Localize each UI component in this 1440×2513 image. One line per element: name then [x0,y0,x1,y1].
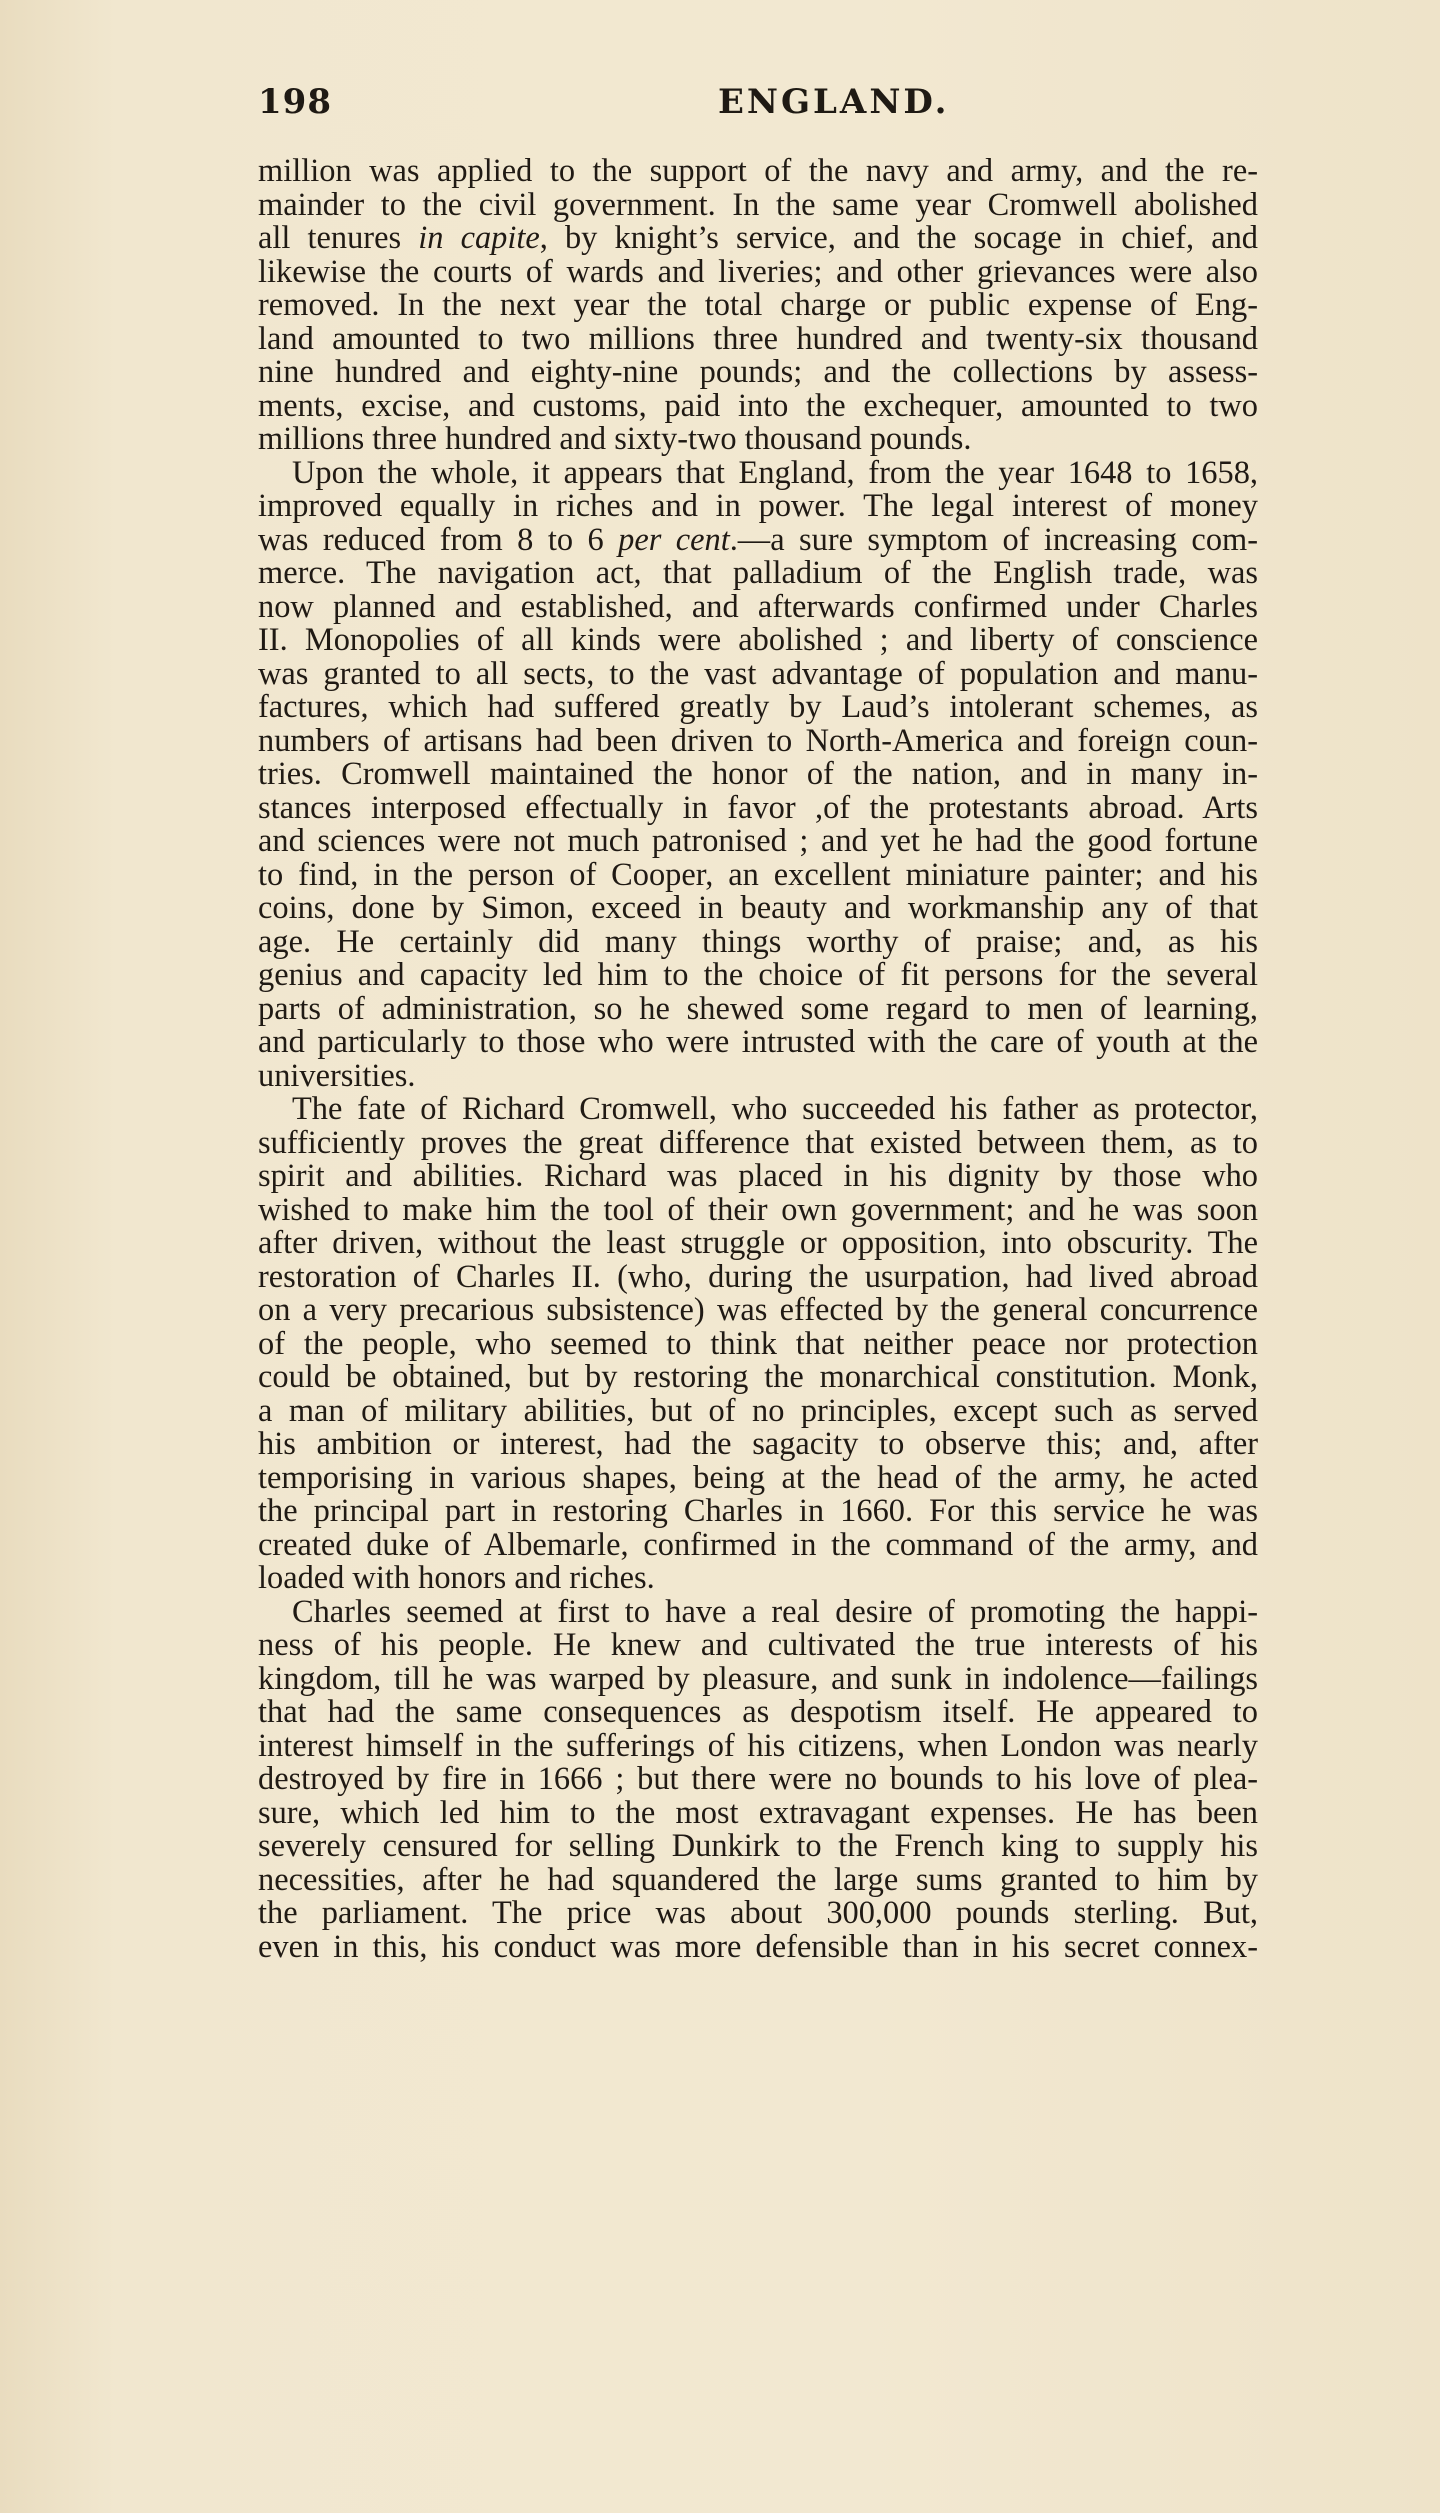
text-line: was granted to all sects, to the vast advantage of population and manu- [258,655,1258,692]
text-line: to find, in the person of Cooper, an excellent miniature painter; and his [258,856,1258,893]
text-line: nine hundred and eighty-nine pounds; and the collections by assess- [258,354,1258,390]
running-head: ENGLAND. [718,82,950,122]
text-line: destroyed by fire in 1666 ; but there were no bounds to his love of plea- [258,1761,1258,1797]
text-line: the principal part in restoring Charles in 1660. For this service he was [258,1493,1258,1529]
text-line: now planned and established, and afterwards confirmed under Charles [258,588,1258,625]
text-line: II. Monopolies of all kinds were abolished ; and liberty of conscience [258,622,1258,658]
text-line: genius and capacity led him to the choice of fit persons for the several [258,957,1258,993]
text-line: ments, excise, and customs, paid into the exchequer, amounted to two [258,387,1258,424]
text-line: Upon the whole, it appears that England, from the year 1648 to 1658, [292,454,1258,491]
text-line: kingdom, till he was warped by pleasure, and sunk in indolence—failings [258,1660,1258,1697]
text-line: of the people, who seemed to think that neither peace nor protection [258,1325,1258,1362]
text-line: tries. Cromwell maintained the honor of the nation, and in many in- [258,756,1258,792]
text-line: interest himself in the sufferings of his citizens, when London was nearly [258,1727,1258,1764]
text-line: could be obtained, but by restoring the monarchical constitution. Monk, [258,1359,1258,1395]
text-line: coins, done by Simon, exceed in beauty and workmanship any of that [258,890,1258,926]
text-line: all tenures in capite, by knight’s service, and the socage in chief, and [258,220,1259,256]
text-line: millions three hundred and sixty-two thousand pounds. [258,421,972,457]
text-line: numbers of artisans had been driven to North-America and foreign coun- [258,722,1258,759]
text-line: created duke of Albemarle, confirmed in the command of the army, and [258,1526,1258,1563]
text-line: parts of administration, so he shewed some regard to men of learning, [258,990,1258,1027]
text-line: stances interposed effectually in favor ,of the protestants abroad. Arts [258,789,1258,826]
text-line: merce. The navigation act, that palladium of the English trade, was [258,555,1258,591]
text-line: his ambition or interest, had the sagacity to observe this; and, after [258,1426,1258,1462]
text-line: loaded with honors and riches. [258,1560,655,1596]
text-line: the parliament. The price was about 300,000 pounds sterling. But, [258,1895,1258,1931]
text-line: million was applied to the support of the navy and army, and the re- [258,153,1258,189]
text-line: wished to make him the tool of their own government; and he was soon [258,1191,1258,1228]
text-line: factures, which had suffered greatly by Laud’s intolerant schemes, as [258,689,1258,725]
text-line: sure, which led him to the most extravagant expenses. He has been [258,1794,1258,1831]
text-line: improved equally in riches and in power. The legal interest of money [258,488,1258,524]
text-line: temporising in various shapes, being at the head of the army, he acted [258,1459,1258,1496]
text-line: restoration of Charles II. (who, during the usurpation, had lived abroad [258,1258,1258,1295]
text-line: severely censured for selling Dunkirk to the French king to supply his [258,1828,1258,1864]
text-line: necessities, after he had squandered the large sums granted to him by [258,1861,1258,1898]
text-line: that had the same consequences as despotism itself. He appeared to [258,1694,1258,1730]
text-line: Charles seemed at first to have a real desire of promoting the happi- [292,1593,1258,1630]
text-line: universities. [258,1057,416,1094]
text-line: a man of military abilities, but of no principles, except such as served [258,1392,1258,1429]
text-line: even in this, his conduct was more defensible than in his secret connex- [258,1928,1258,1965]
text-line: spirit and abilities. Richard was placed in his dignity by those who [258,1158,1258,1194]
text-line: was reduced from 8 to 6 per cent.—a sure symptom of increasing com- [258,521,1258,558]
text-line: The fate of Richard Cromwell, who succeeded his father as protector, [292,1091,1258,1127]
text-line: mainder to the civil government. In the same year Cromwell abolished [258,186,1258,223]
text-line: on a very precarious subsistence) was effected by the general concurrence [258,1292,1258,1328]
text-line: and sciences were not much patronised ; and yet he had the good fortune [258,823,1258,859]
text-line: removed. In the next year the total charge or public expense of Eng- [258,287,1258,323]
body-text [258,155,1258,1964]
text-line: sufficiently proves the great difference that existed between them, as to [258,1124,1258,1161]
page-header [258,82,1218,132]
text-line: land amounted to two millions three hundred and twenty-six thousand [258,320,1258,357]
text-line: ness of his people. He knew and cultivated the true interests of his [258,1627,1258,1663]
text-line: after driven, without the least struggle or opposition, into obscurity. The [258,1225,1258,1261]
text-line: likewise the courts of wards and liveries; and other grievances were also [258,253,1258,290]
text-line: and particularly to those who were intrusted with the care of youth at the [258,1024,1258,1060]
text-line: age. He certainly did many things worthy of praise; and, as his [258,923,1258,960]
page-number: 198 [258,82,332,122]
